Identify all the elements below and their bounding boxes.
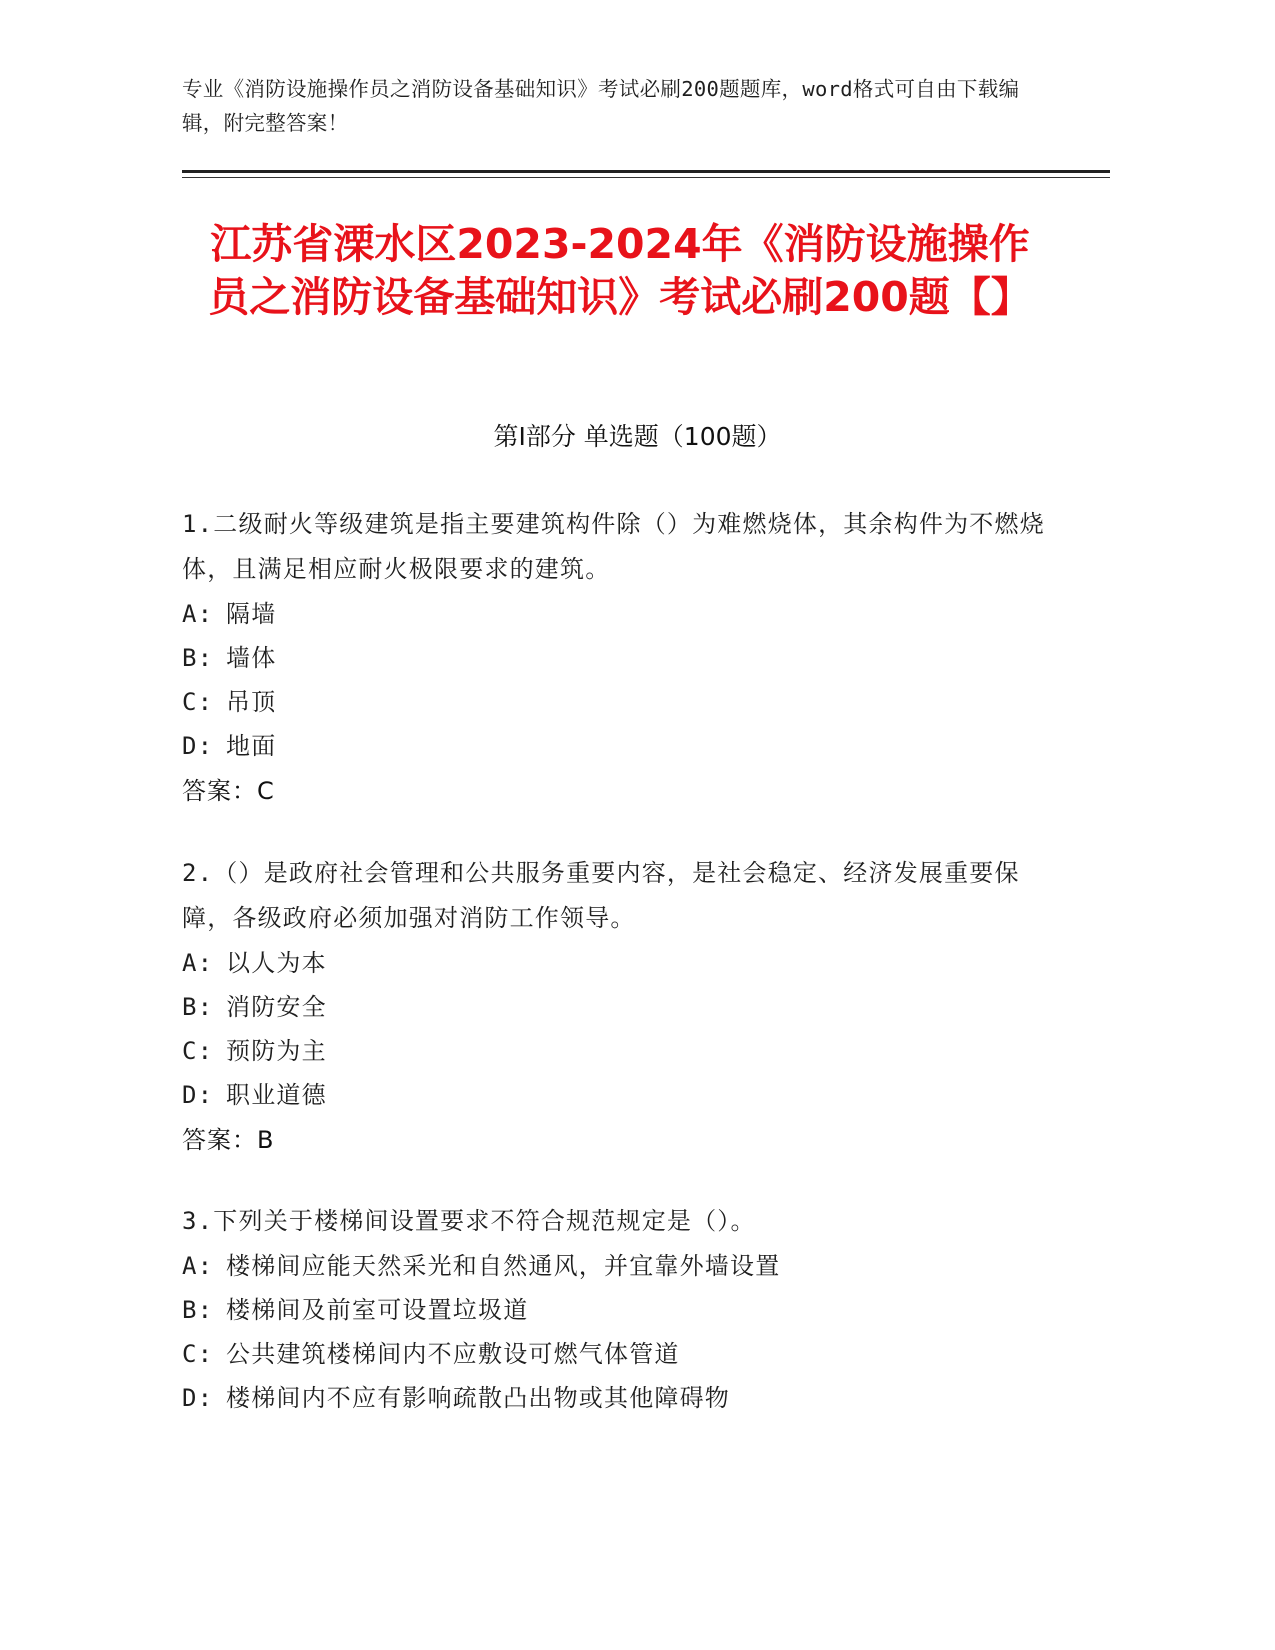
option-letter: C: xyxy=(182,688,214,716)
section-heading: 第Ⅰ部分 单选题（100题） xyxy=(493,422,782,451)
option-text: 消防安全 xyxy=(226,993,327,1021)
option-c xyxy=(182,1332,1062,1376)
question-text: 1.二级耐火等级建筑是指主要建筑构件除（）为难燃烧体，其余构件为不燃烧体，且满足相应耐火极限要求的建筑。 xyxy=(182,510,1045,583)
option-d xyxy=(182,724,1062,768)
option-letter: B: xyxy=(182,1296,214,1324)
option-text: 墙体 xyxy=(226,644,277,672)
header-note: 专业《消防设施操作员之消防设备基础知识》考试必刷200题题库，word格式可自由下载编辑，附完整答案！ xyxy=(182,77,1020,135)
question-text: 3.下列关于楼梯间设置要求不符合规范规定是（）。 xyxy=(182,1207,756,1235)
option-text: 吊顶 xyxy=(226,688,277,716)
question-2 xyxy=(182,851,1062,1163)
option-d xyxy=(182,1376,1062,1420)
option-text: 隔墙 xyxy=(226,600,277,628)
option-letter: B: xyxy=(182,993,214,1021)
option-text: 地面 xyxy=(226,732,277,760)
option-c xyxy=(182,680,1062,724)
option-letter: A: xyxy=(182,600,214,628)
option-text: 楼梯间及前室可设置垃圾道 xyxy=(226,1296,529,1324)
option-d xyxy=(182,1073,1062,1117)
option-letter: D: xyxy=(182,1081,214,1109)
option-a xyxy=(182,941,1062,985)
header-rule-thin xyxy=(182,177,1110,178)
option-c xyxy=(182,1029,1062,1073)
question-1 xyxy=(182,502,1062,814)
option-text: 楼梯间应能天然采光和自然通风，并宜靠外墙设置 xyxy=(226,1252,781,1280)
option-letter: C: xyxy=(182,1037,214,1065)
header-rule-thick xyxy=(182,170,1110,173)
answer-line: 答案：B xyxy=(182,1126,275,1154)
option-b xyxy=(182,1288,1062,1332)
option-text: 预防为主 xyxy=(226,1037,327,1065)
option-letter: A: xyxy=(182,1252,214,1280)
option-b xyxy=(182,985,1062,1029)
option-a xyxy=(182,592,1062,636)
option-text: 职业道德 xyxy=(226,1081,327,1109)
option-a xyxy=(182,1244,1062,1288)
option-letter: A: xyxy=(182,949,214,977)
question-3 xyxy=(182,1199,1062,1420)
option-letter: C: xyxy=(182,1340,214,1368)
document-title: 江苏省溧水区2023-2024年《消防设施操作员之消防设备基础知识》考试必刷200题【】 xyxy=(208,220,1032,321)
option-text: 楼梯间内不应有影响疏散凸出物或其他障碍物 xyxy=(226,1384,730,1412)
option-b xyxy=(182,636,1062,680)
option-letter: D: xyxy=(182,1384,214,1412)
question-text: 2.（）是政府社会管理和公共服务重要内容，是社会稳定、经济发展重要保障，各级政府必须加强对消防工作领导。 xyxy=(182,859,1020,932)
option-text: 公共建筑楼梯间内不应敷设可燃气体管道 xyxy=(226,1340,680,1368)
option-text: 以人为本 xyxy=(226,949,327,977)
option-letter: B: xyxy=(182,644,214,672)
option-letter: D: xyxy=(182,732,214,760)
answer-line: 答案：C xyxy=(182,777,275,805)
